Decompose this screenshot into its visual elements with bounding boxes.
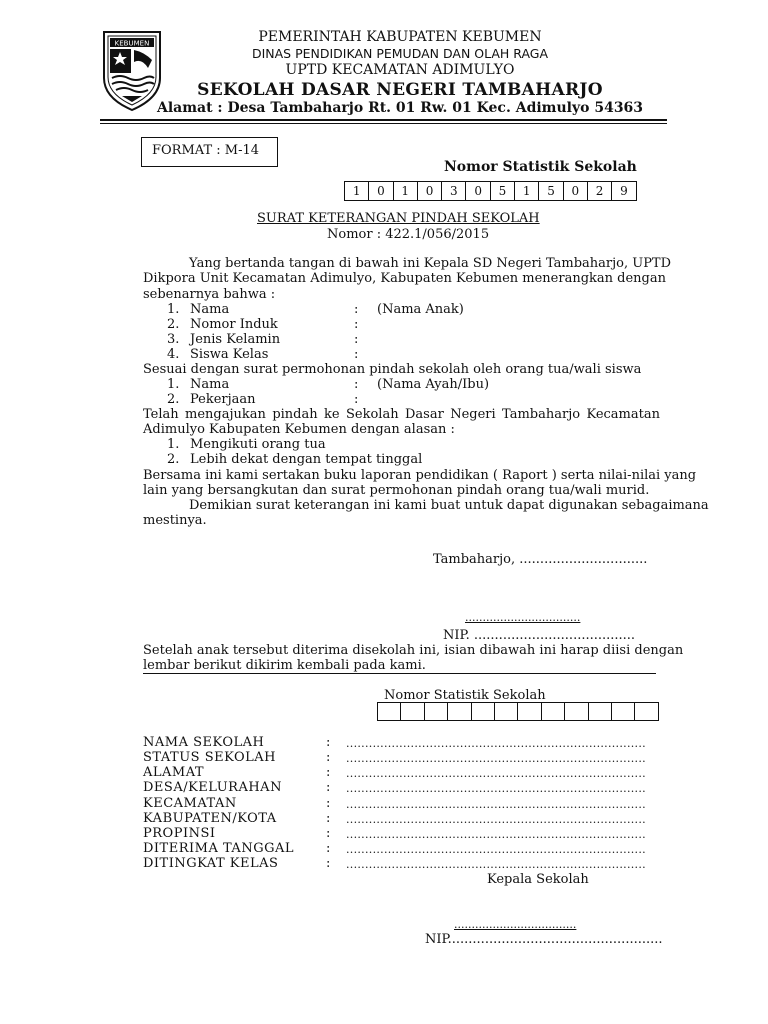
form-dots: ............................................................................... xyxy=(346,798,646,811)
intro-line-1: Yang bertanda tangan di bawah ini Kepala SD Negeri Tambaharjo, UPTD xyxy=(189,256,672,271)
nss-digit: 1 xyxy=(394,181,418,201)
nss-digit: 2 xyxy=(588,181,612,201)
field-colon: : xyxy=(354,392,359,407)
letterhead-rule xyxy=(100,119,667,121)
form-dots: ............................................................................... xyxy=(346,813,646,826)
nss-digit: 5 xyxy=(539,181,563,201)
parent-intro: Sesuai dengan surat permohonan pindah sekolah oleh orang tua/wali siswa xyxy=(143,362,642,377)
nss-digit: 5 xyxy=(491,181,515,201)
format-box xyxy=(141,137,278,167)
form-colon: : xyxy=(326,780,331,795)
field-num: 3. xyxy=(167,332,180,347)
form-colon: : xyxy=(326,796,331,811)
nss-empty-box xyxy=(495,702,518,721)
return-note-line-1: Setelah anak tersebut diterima disekolah ini, isian dibawah ini harap diisi dengan xyxy=(143,643,684,658)
header-agency: DINAS PENDIDIKAN PEMUDAN DAN OLAH RAGA xyxy=(251,46,549,61)
form-label-propinsi: PROPINSI xyxy=(143,826,216,841)
nss-empty-box xyxy=(612,702,635,721)
form-dots: ............................................................................... xyxy=(346,782,646,795)
header-government: PEMERINTAH KABUPATEN KEBUMEN xyxy=(258,29,542,45)
form-label-diterima-tanggal: DITERIMA TANGGAL xyxy=(143,841,294,856)
form-label-status-sekolah: STATUS SEKOLAH xyxy=(143,750,276,765)
nss-empty-box xyxy=(425,702,448,721)
form-colon: : xyxy=(326,765,331,780)
nss-digit: 3 xyxy=(442,181,466,201)
format-label: FORMAT : M-14 xyxy=(152,143,260,158)
field-value-nama-ayah-ibu: (Nama Ayah/Ibu) xyxy=(377,377,490,392)
field-num: 2. xyxy=(167,317,180,332)
nss-digit: 1 xyxy=(515,181,539,201)
form-label-kecamatan: KECAMATAN xyxy=(143,796,237,811)
form-colon: : xyxy=(326,750,331,765)
form-dots: ............................................................................... xyxy=(346,752,646,765)
header-school-name: SEKOLAH DASAR NEGERI TAMBAHARJO xyxy=(197,80,603,100)
signature-line: ................................. xyxy=(465,611,581,624)
nss-empty-box xyxy=(589,702,612,721)
letter-number: Nomor : 422.1/056/2015 xyxy=(327,227,490,242)
logo-text: KEBUMEN xyxy=(114,39,150,48)
return-signer-title: Kepala Sekolah xyxy=(487,872,589,887)
nss-digit: 9 xyxy=(612,181,636,201)
cut-line-rule xyxy=(143,673,656,674)
nss-empty-box xyxy=(401,702,424,721)
return-nip-line: NIP.................................................... xyxy=(425,932,663,947)
nss-label: Nomor Statistik Sekolah xyxy=(444,159,637,175)
nss-empty-box xyxy=(542,702,565,721)
field-colon: : xyxy=(354,347,359,362)
field-colon: : xyxy=(354,302,359,317)
letter-title: SURAT KETERANGAN PINDAH SEKOLAH xyxy=(257,211,540,226)
field-num: 1. xyxy=(167,302,180,317)
reason-item: Mengikuti orang tua xyxy=(190,437,326,452)
form-label-nama-sekolah: NAMA SEKOLAH xyxy=(143,735,265,750)
form-dots: ............................................................................... xyxy=(346,767,646,780)
form-label-desa-kelurahan: DESA/KELURAHAN xyxy=(143,780,282,795)
field-num: 1. xyxy=(167,377,180,392)
closing-line-2: mestinya. xyxy=(143,513,207,528)
field-num: 4. xyxy=(167,347,180,362)
form-label-ditingkat-kelas: DITINGKAT KELAS xyxy=(143,856,279,871)
field-label-pekerjaan: Pekerjaan xyxy=(190,392,256,407)
form-colon: : xyxy=(326,856,331,871)
form-dots: ............................................................................... xyxy=(346,843,646,856)
field-num: 2. xyxy=(167,392,180,407)
field-label-siswa-kelas: Siswa Kelas xyxy=(190,347,269,362)
nss-digit: 0 xyxy=(418,181,442,201)
form-colon: : xyxy=(326,841,331,856)
nss-digit: 0 xyxy=(564,181,588,201)
closing-line-1: Demikian surat keterangan ini kami buat untuk dapat digunakan sebagaimana xyxy=(189,498,709,513)
form-dots: ............................................................................... xyxy=(346,858,646,871)
field-label-nama-ortu: Nama xyxy=(190,377,230,392)
nss-digit: 0 xyxy=(466,181,490,201)
header-address: Alamat : Desa Tambaharjo Rt. 01 Rw. 01 Kec. Adimulyo 54363 xyxy=(156,100,644,116)
letterhead-rule-thin xyxy=(100,123,667,124)
field-colon: : xyxy=(354,332,359,347)
field-value-nama-anak: (Nama Anak) xyxy=(377,302,464,317)
return-note-line-2: lembar berikut dikirim kembali pada kami. xyxy=(143,658,426,673)
nss-empty-box xyxy=(472,702,495,721)
intro-line-3: sebenarnya bahwa : xyxy=(143,287,276,302)
field-label-nama: Nama xyxy=(190,302,230,317)
nss-empty-box xyxy=(378,702,401,721)
return-nss-label: Nomor Statistik Sekolah xyxy=(384,688,546,703)
nss-digit: 0 xyxy=(369,181,393,201)
field-label-jenis-kelamin: Jenis Kelamin xyxy=(190,332,281,347)
return-nss-boxes xyxy=(377,702,659,721)
nss-empty-box xyxy=(635,702,658,721)
return-signature-line: ................................... xyxy=(454,918,577,931)
form-label-alamat: ALAMAT xyxy=(143,765,205,780)
nss-empty-box xyxy=(448,702,471,721)
form-colon: : xyxy=(326,735,331,750)
field-label-nomor-induk: Nomor Induk xyxy=(190,317,278,332)
field-colon: : xyxy=(354,317,359,332)
attachment-line-1: Bersama ini kami sertakan buku laporan pendidikan ( Raport ) serta nilai-nilai yang xyxy=(143,468,697,483)
form-colon: : xyxy=(326,826,331,841)
form-colon: : xyxy=(326,811,331,826)
nss-digit: 1 xyxy=(345,181,369,201)
form-dots: ............................................................................... xyxy=(346,828,646,841)
nip-line: NIP. ....................................... xyxy=(443,628,636,643)
nss-empty-box xyxy=(565,702,588,721)
header-uptd: UPTD KECAMATAN ADIMULYO xyxy=(285,62,515,78)
reason-intro-line-2: Adimulyo Kabupaten Kebumen dengan alasan : xyxy=(143,422,455,437)
attachment-line-2: lain yang bersangkutan dan surat permohonan pindah orang tua/wali murid. xyxy=(143,483,650,498)
form-label-kabupaten-kota: KABUPATEN/KOTA xyxy=(143,811,277,826)
reason-num: 1. xyxy=(167,437,180,452)
nss-digit-boxes xyxy=(344,181,637,201)
reason-item: Lebih dekat dengan tempat tinggal xyxy=(190,452,423,467)
intro-line-2: Dikpora Unit Kecamatan Adimulyo, Kabupaten Kebumen menerangkan dengan xyxy=(143,271,666,286)
nss-empty-box xyxy=(518,702,541,721)
form-dots: ............................................................................... xyxy=(346,737,646,750)
field-colon: : xyxy=(354,377,359,392)
reason-intro-line-1: Telah mengajukan pindah ke Sekolah Dasar Negeri Tambaharjo Kecamatan xyxy=(143,407,660,422)
reason-num: 2. xyxy=(167,452,180,467)
place-date: Tambaharjo, ............................... xyxy=(433,552,648,567)
